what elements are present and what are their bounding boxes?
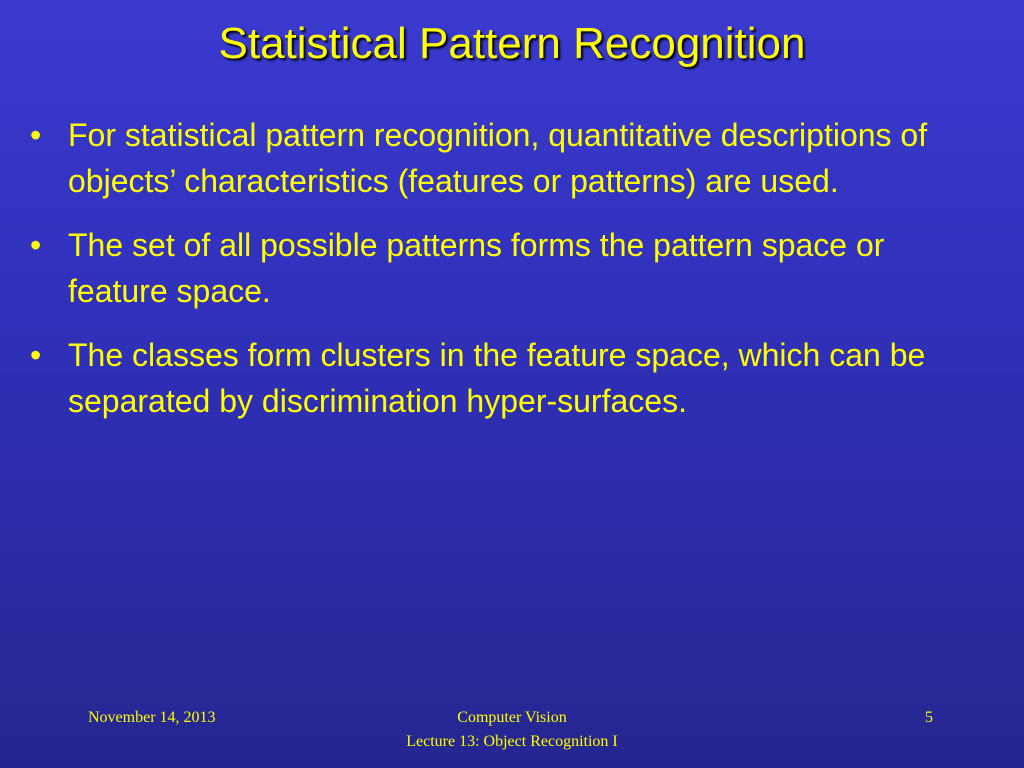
- bullet-text: The classes form clusters in the feature space, which can be separated by discrimination hyper-surfaces.: [68, 337, 926, 419]
- bullet-item: [30, 112, 970, 204]
- bullet-item: [30, 222, 970, 314]
- bullet-text: The set of all possible patterns forms the pattern space or feature space.: [68, 227, 885, 309]
- slide-title: Statistical Pattern Recognition: [218, 19, 806, 68]
- footer-course: Computer Vision: [457, 709, 567, 726]
- footer-date: November 14, 2013: [88, 709, 216, 726]
- bullet-icon: •: [30, 117, 42, 153]
- footer-course-info: [312, 706, 712, 754]
- bullet-item: [30, 332, 970, 424]
- footer-page-number: 5: [925, 709, 933, 726]
- footer-lecture: Lecture 13: Object Recognition I: [406, 733, 618, 750]
- bullet-list: [30, 112, 970, 442]
- bullet-icon: •: [30, 227, 42, 263]
- bullet-text: For statistical pattern recognition, quantitative descriptions of objects’ characteristics (features or patterns) are used.: [68, 117, 928, 199]
- bullet-icon: •: [30, 337, 42, 373]
